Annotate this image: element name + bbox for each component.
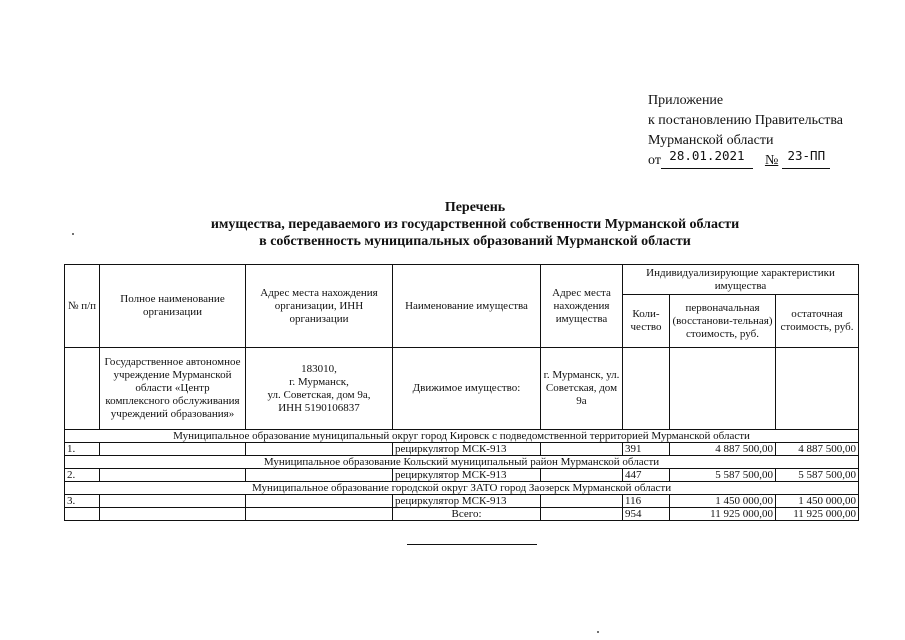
- row-item: рециркулятор МСК-913: [393, 469, 541, 482]
- total-initial-cost: 11 925 000,00: [670, 508, 776, 521]
- section-title: Муниципальное образование городской округ ЗАТО город Заозерск Мурманской области: [65, 482, 859, 495]
- property-address-cell: г. Мурманск, ул. Советская, дом 9а: [541, 348, 623, 430]
- section-title: Муниципальное образование Кольский муниципальный район Мурманской области: [65, 456, 859, 469]
- number-underline: [782, 148, 830, 169]
- org-name-cell: Государственное автономное учреждение Мурманской области «Центр комплексного обслуживания учреждений образования»: [100, 348, 246, 430]
- total-num-cell: [65, 508, 100, 521]
- row-num: 2.: [65, 469, 100, 482]
- section-row-zaozersk: [65, 482, 859, 495]
- row-initial-cost: 5 587 500,00: [670, 469, 776, 482]
- org-city: г. Мурманск,: [289, 375, 349, 388]
- total-row: [65, 508, 859, 521]
- title-line-2: имущества, передаваемого из государственной собственности Мурманской области: [210, 217, 740, 232]
- closing-rule: [407, 544, 537, 545]
- org-quantity-cell: [623, 348, 670, 430]
- header-org-address: Адрес места нахождения организации, ИНН организации: [246, 265, 393, 348]
- total-residual-cost: 11 925 000,00: [776, 508, 859, 521]
- row-org-address: [246, 443, 393, 456]
- header-num: № п/п: [65, 265, 100, 348]
- title-line-3: в собственность муниципальных образований Мурманской области: [259, 234, 691, 249]
- row-item: рециркулятор МСК-913: [393, 495, 541, 508]
- row-org-address: [246, 469, 393, 482]
- date-underline: [661, 148, 753, 169]
- header-quantity: Коли-чество: [623, 295, 670, 348]
- table-row: [65, 443, 859, 456]
- row-quantity: 447: [623, 469, 670, 482]
- table-row: [65, 495, 859, 508]
- header-org-name: Полное наименование организации: [100, 265, 246, 348]
- row-item: рециркулятор МСК-913: [393, 443, 541, 456]
- section-row-kirovsk: [65, 430, 859, 443]
- header-property-name: Наименование имущества: [393, 265, 541, 348]
- row-org-name: [100, 443, 246, 456]
- property-name-cell: Движимое имущество:: [393, 348, 541, 430]
- section-row-kola: [65, 456, 859, 469]
- total-property-address-cell: [541, 508, 623, 521]
- org-postal-code: 183010,: [301, 362, 337, 375]
- org-address-cell: [246, 348, 393, 430]
- row-quantity: 391: [623, 443, 670, 456]
- row-property-address: [541, 469, 623, 482]
- org-street: ул. Советская, дом 9а,: [267, 388, 371, 401]
- row-initial-cost: 4 887 500,00: [670, 443, 776, 456]
- organization-row: [65, 348, 859, 430]
- decree-date: 28.01.2021: [669, 148, 745, 163]
- row-initial-cost: 1 450 000,00: [670, 495, 776, 508]
- row-residual-cost: 4 887 500,00: [776, 443, 859, 456]
- from-label: от: [648, 153, 661, 168]
- header-residual-cost: остаточная стоимость, руб.: [776, 295, 859, 348]
- org-residual-cost-cell: [776, 348, 859, 430]
- scan-speck: [72, 233, 74, 235]
- appendix-decree-line: к постановлению Правительства: [648, 113, 844, 128]
- appendix-title: Приложение: [648, 93, 724, 108]
- title-line-1: Перечень: [444, 200, 506, 215]
- document-title: [160, 199, 790, 250]
- property-table: [64, 264, 859, 521]
- table-row: [65, 469, 859, 482]
- org-num-cell: [65, 348, 100, 430]
- org-initial-cost-cell: [670, 348, 776, 430]
- decree-number: 23-ПП: [787, 148, 826, 163]
- section-title: Муниципальное образование муниципальный округ город Кировск с подведомственной территорией Мурманской области: [65, 430, 859, 443]
- total-org-address-cell: [246, 508, 393, 521]
- header-individual-characteristics: Индивидуализирующие характеристики имущества: [623, 265, 859, 295]
- row-org-address: [246, 495, 393, 508]
- row-quantity: 116: [623, 495, 670, 508]
- row-property-address: [541, 443, 623, 456]
- row-residual-cost: 5 587 500,00: [776, 469, 859, 482]
- number-sign: №: [764, 153, 779, 168]
- header-initial-cost: первоначальная (восстанови-тельная) стоимость, руб.: [670, 295, 776, 348]
- total-org-name-cell: [100, 508, 246, 521]
- appendix-date-line: [648, 148, 843, 171]
- row-num: 1.: [65, 443, 100, 456]
- total-label: Всего:: [393, 508, 541, 521]
- total-quantity: 954: [623, 508, 670, 521]
- row-org-name: [100, 495, 246, 508]
- appendix-region-line: Мурманской области: [648, 133, 774, 148]
- row-org-name: [100, 469, 246, 482]
- row-property-address: [541, 495, 623, 508]
- row-residual-cost: 1 450 000,00: [776, 495, 859, 508]
- header-property-address: Адрес места нахождения имущества: [541, 265, 623, 348]
- scan-speck: [597, 631, 599, 633]
- appendix-block: [648, 91, 843, 171]
- org-inn: ИНН 5190106837: [278, 401, 360, 414]
- row-num: 3.: [65, 495, 100, 508]
